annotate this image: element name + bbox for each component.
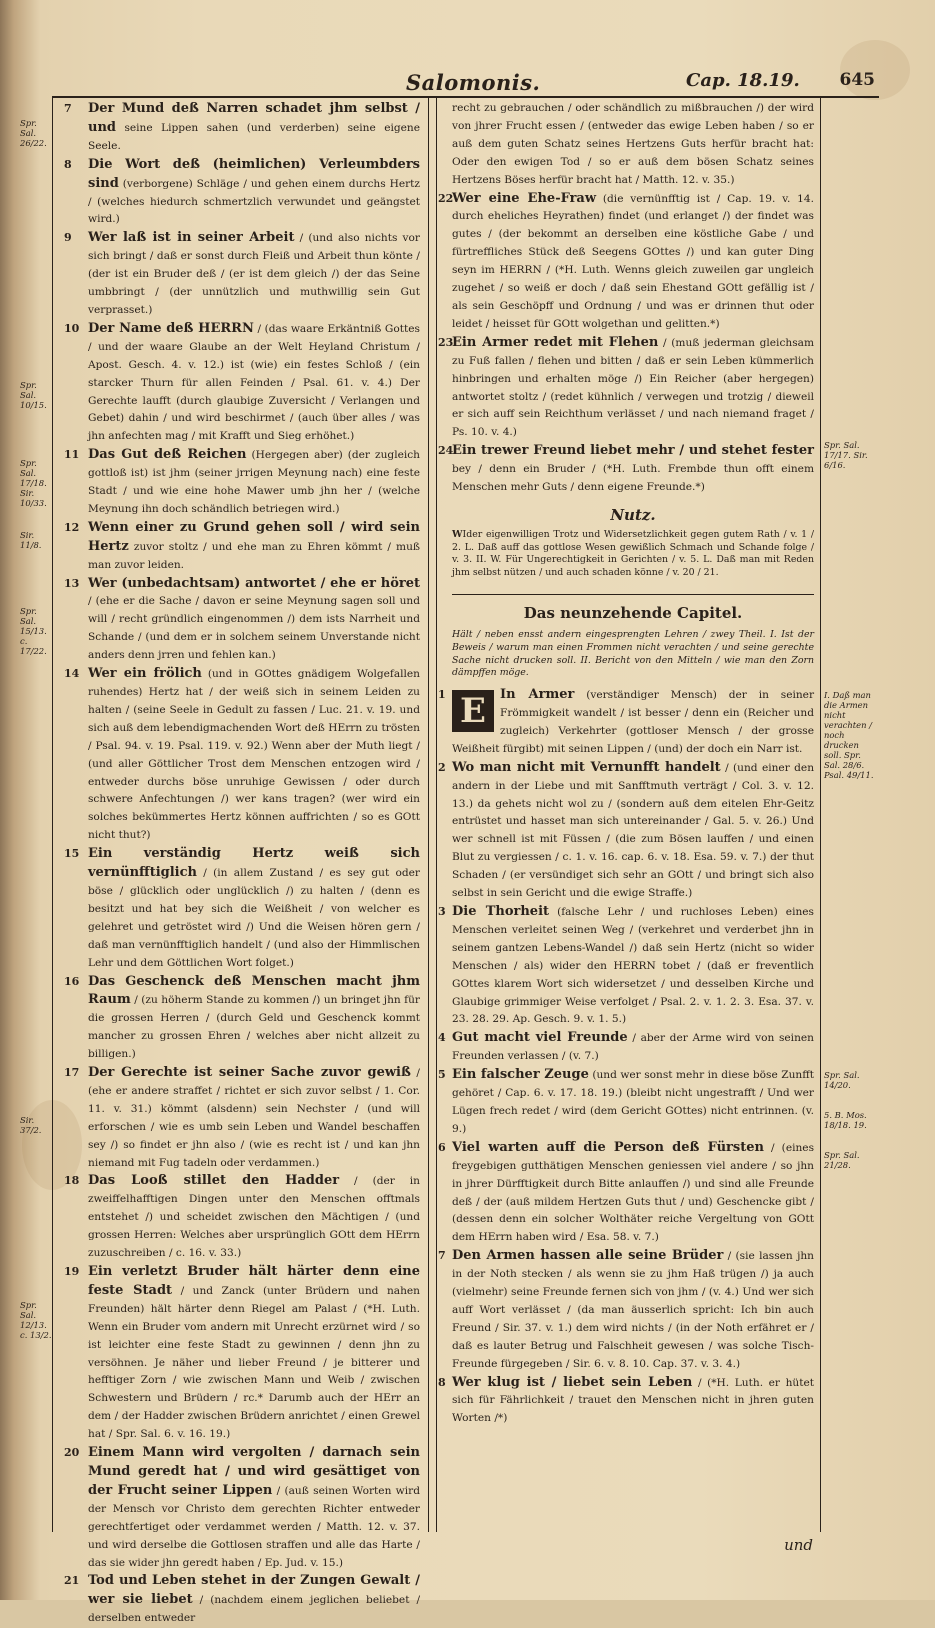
verse-lead: Den Armen hassen alle seine Brüder: [452, 1248, 724, 1264]
verse-lead: Das Geschenck deß Menschen macht jhm Raum: [88, 973, 420, 1008]
verse: [64, 446, 420, 519]
verse: [64, 320, 420, 446]
left-text-column: [64, 100, 421, 1628]
verse-number: 18: [64, 1174, 80, 1188]
verse: [64, 100, 421, 156]
verse-text: / (der in zweiffelhafftigen Dingen unter den Menschen offtmals entstehet /) und scheidet zwischen den Mächtigen / (und grossen Herren: Welches aber ursprünglich GOtt dem HErrn zuzuschreiben / c. 16. v. 33.): [88, 1175, 420, 1260]
verse: [438, 1247, 814, 1373]
margin-note: Spr. Sal. 12/13. c. 13/2.: [20, 1300, 52, 1340]
verse-lead: Ein Armer redet mit Flehen: [452, 334, 659, 350]
verse-lead: Der Name deß HERRN: [88, 320, 254, 336]
verse-number: 2: [438, 760, 446, 774]
verse: [64, 973, 420, 1065]
margin-note: Spr. Sal. 17/18. Sir. 10/33.: [20, 458, 47, 508]
column-divider: [428, 96, 429, 1532]
verse-text: / (*H. Luth. er hütet sich für Fährlichkeit / trauet den Menschen nicht in jhren guten Worten /*): [452, 1376, 814, 1425]
verse-number: 7: [64, 102, 72, 115]
verse: [438, 1066, 815, 1139]
verse-text: / (in allem Zustand / es sey gut oder böse / glücklich oder unglücklich /) zu halten / (denn es besitzt und hat bey sich die Weißheit / von welcher es gelehret und getröstet wird /) Und die Weisen hören gern / daß man vernünfftiglich handelt / (und also der Himmlischen Lehr und dem Göttlichen Wort folget.): [88, 867, 420, 969]
verse: [438, 190, 814, 334]
verse-lead: Viel warten auff die Person deß Fürsten: [452, 1139, 764, 1155]
margin-note: Spr. Sal. 15/13. c. 17/22.: [20, 606, 47, 656]
verse-text: / (nachdem einem jeglichen beliebet / derselben entweder: [88, 1594, 421, 1625]
verse: [438, 686, 815, 759]
verse: [64, 1572, 421, 1628]
verse-number: 17: [64, 1066, 80, 1080]
verse-number: 22: [438, 191, 454, 205]
verse-lead: Wer klug ist / liebet sein Leben: [452, 1374, 693, 1390]
verse-lead: Tod und Leben stehet in der Zungen Gewalt / wer sie liebet: [88, 1573, 420, 1608]
verse: [64, 665, 420, 845]
running-title: Salomonis.: [406, 70, 541, 95]
verse-number: 7: [438, 1249, 446, 1263]
verse-number: 16: [64, 974, 80, 988]
margin-note: Sir. 37/2.: [20, 1115, 42, 1135]
verse-text: (verständiger Mensch) der in seiner Frömmigkeit wandelt / ist besser / denn ein (Reicher und zugleich) Verkehrter (gottloser Mensch / der grosse Weißheit fürgibt) mit seinen Lippen / (und) der doch ein Narr ist.: [452, 689, 815, 755]
verse-text: / aber der Arme wird von seinen Freunden verlassen / (v. 7.): [452, 1032, 814, 1063]
verse-number: 5: [438, 1068, 446, 1082]
verse-number: 12: [64, 520, 80, 534]
verse-number: 21: [64, 1574, 80, 1588]
margin-note: Spr. Sal. 26/22.: [20, 118, 47, 148]
verse-lead: Ein trewer Freund liebet mehr / und stehet fester: [452, 443, 814, 459]
verse: [64, 845, 420, 972]
verse: [438, 1139, 814, 1247]
verse-text: (verborgene) Schläge / und gehen einem durchs Hertz / (welches hiedurch schmertzlich verwundet und geängstet wird.): [88, 177, 420, 226]
verse-lead: Wenn einer zu Grund gehen soll / wird sein Hertz: [88, 519, 420, 554]
verse-text: / (auß seinen Worten wird der Mensch vor Christo dem gerechten Richter entweder gerechtfertiget oder verdammet werden / Matth. 12. v. 37. und wird derselbe die Gottlosen straffen und alle das Harte / das sie wider jhn geredt haben / Ep. Jud. v. 15.): [88, 1484, 420, 1569]
verse: [64, 575, 420, 666]
decorated-initial: E: [452, 690, 494, 732]
verse-continuation: recht zu gebrauchen / oder schändlich zu mißbrauchen /) der wird von jhrer Frucht essen / (entweder das ewige Leben haben / so er auß dem guten Schatz seines Hertzens Guts herfür bracht hat: Oder den ewigen Tod / so er auß dem bösen Schatz seines Hertzens Böses herfür bracht hat / Matth. 12. v. 35.): [452, 102, 814, 186]
verse-number: 19: [64, 1265, 80, 1278]
verse: [64, 1064, 420, 1172]
verse-lead: Der Gerechte ist seiner Sache zuvor gewiß: [88, 1065, 411, 1081]
verse-text: (Hergegen aber) (der zugleich gottloß ist) ist jhm (seiner jrrigen Meynung nach) eine feste Stadt / und wie eine hohe Mawer umb jhn her / (welche Meynung ihn doch schändlich betriegen wird.): [88, 449, 420, 515]
verse-text: / (und also nichts vor sich bringt / daß er sonst durch Fleiß und Arbeit thun könte / (der ist ein Bruder deß / (er ist dem gleich /) der das Seine umbbringt / (der unnützlich und muthwillig sein Gut verprasset.): [88, 232, 420, 316]
nutz-initial: W: [452, 528, 463, 540]
top-rule: [52, 96, 879, 98]
verse-text: / (eines freygebigen gutthätigen Menschen geniessen viel andere / so jhn in jhrer Dürfftigkeit durch Bitte anlauffen /) und sind alle Freunde deß / der (auß mildem Hertzen Guts thut / und) Geschencke gibt / (dessen denn ein solcher Wolthäter reiche Vergeltung von GOtt dem HErrn haben wird / Esa. 58. v. 7.): [452, 1141, 814, 1244]
verse: [438, 1374, 814, 1429]
margin-note: Spr. Sal. 17/17. Sir. 6/16.: [824, 440, 868, 470]
verse: [438, 1029, 814, 1066]
verse-text: seine Lippen sahen (und verderben) seine eigene Seele.: [88, 121, 421, 152]
nutz-text: Ider eigenwilligen Trotz und Widersetzlichkeit gegen gutem Rath / v. 1 / 2. L. Daß auff das gottlose Wesen gewißlich Schmach und Schande folge / v. 3. II. W. Für Ungerechtigkeit in Gerichten / v. 5. L. Daß man mit Reden jhm selbst nützen / und auch schaden könne / v. 20 / 21.: [452, 528, 814, 579]
margin-note: Spr. Sal. 21/28.: [824, 1150, 860, 1170]
nutz-heading: Nutz.: [610, 505, 656, 524]
verse-number: 8: [64, 157, 72, 171]
right-text-column: [438, 100, 815, 1428]
frame-line-left: [52, 96, 53, 1532]
verse-number: 15: [64, 847, 80, 861]
verse-number: 13: [64, 576, 80, 590]
margin-note: Spr. Sal. 10/15.: [20, 380, 47, 410]
verse-text: / und Zanck (unter Brüdern und nahen Freunden) hält härter denn Riegel am Palast / (*H. Luth. Wenn ein Bruder vom andern mit Unrecht erzürnet wird / so ist leichter eine feste Stadt zu gewinnen / denn jhn zu versöhnen. Je näher und lieber Freund / je bitterer und hefftiger Zorn / wie zwischen Mann und Weib / zwischen Schwestern und Brüdern / rc.* Darumb auch der HErr an dem / der Hadder zwischen Brüdern anrichtet / einen Grewel hat / Spr. Sal. 6. v. 16. 19.): [88, 1284, 420, 1441]
margin-note: Spr. Sal. 14/20.: [824, 1070, 860, 1090]
verse-lead: Ein falscher Zeuge: [452, 1067, 589, 1083]
verse-lead: Wer eine Ehe-Fraw: [452, 190, 597, 206]
verse-lead: Gut macht viel Freunde: [452, 1030, 628, 1046]
margin-note: I. Daß man die Armen nicht verachten / noch drucken soll. Spr. Sal. 28/6. Psal. 49/11.: [824, 690, 874, 780]
verse-text: / (muß jederman gleichsam zu Fuß fallen / flehen und bitten / daß er sein Leben kümmerlich hinbringen und erhalten möge /) Ein Reicher (aber hergegen) antwortet stoltz / (redet kühnlich / verwegen und trotzig / dieweil er sich auff sein Reichthum verlässet / und nach niemand fraget / Ps. 10. v. 4.): [452, 336, 814, 439]
verse-lead: Ein verletzt Bruder hält härter denn eine feste Stadt: [88, 1264, 420, 1298]
verse-number: 10: [64, 321, 80, 335]
verse-lead: In Armer: [500, 687, 575, 703]
verse-lead: Wer (unbedachtsam) antwortet / ehe er höret: [88, 575, 420, 591]
verse-lead: Wer laß ist in seiner Arbeit: [88, 230, 295, 246]
verse: [64, 1263, 420, 1444]
margin-note: 5. B. Mos. 18/18. 19.: [824, 1110, 867, 1130]
margin-note: Sir. 11/8.: [20, 530, 42, 550]
verse-lead: Die Wort deß (heimlichen) Verleumbders sind: [88, 156, 420, 191]
verse-number: 23: [438, 335, 454, 349]
verse-lead: Das Looß stillet den Hadder: [88, 1173, 340, 1189]
verse-text: (und in GOttes gnädigem Wolgefallen ruhendes) Hertz hat / der weiß sich in seinem Leiden zu halten / (seine Seele in Gedult zu fassen / Luc. 21. v. 19. und sich auß dem lebendigmachenden Wort deß HErrn zu trösten / Psal. 94. v. 19. Psal. 119. v. 92.) Wenn aber der Muth liegt / (und aller Göttlicher Trost dem Menschen entzogen wird / entweder durchs böse unruhige Gewissen / oder durch schwere Anfechtungen /) wer kans tragen? (wer wird ein solches bekümmertes Hertz können auffrichten / so es GOtt nicht thut?): [88, 668, 420, 842]
verse-lead: Einem Mann wird vergolten / darnach sein Mund geredt hat / und wird gesättiget von der Frucht seiner Lippen: [88, 1445, 420, 1498]
verse-number: 14: [64, 667, 80, 681]
verse-lead: Wo man nicht mit Vernunfft handelt: [452, 759, 721, 775]
verse-text: / (und einer den andern in der Liebe und mit Sanfftmuth verträgt / Col. 3. v. 12. 13.) da gehets nicht wol zu / (sondern auß dem eitelen Ehr-Geitz entrüstet und hasset man sich untereinander / Gal. 5. v. 26.) Und wer schnell ist mit Füssen / (die zum Bösen lauffen / und einen Blut zu vergiessen / c. 1. v. 16. cap. 6. v. 18. Esa. 59. v. 7.) der thut Schaden / (er versündiget sich sehr an GOtt / und bringt sich also selbst in sein Gericht und die ewige Straffe.): [452, 761, 815, 900]
verse-number: 3: [438, 905, 446, 918]
verse-number: 9: [64, 231, 72, 245]
verse-lead: Der Mund deß Narren schadet jhm selbst / und: [88, 101, 420, 135]
page-number: 645: [839, 70, 875, 90]
verse: [438, 442, 814, 497]
chapter-divider: [452, 594, 814, 595]
verse: [64, 156, 420, 230]
verse-number: 1: [438, 688, 446, 702]
verse-lead: Wer ein frölich: [88, 666, 202, 682]
verse-text: / (sie lassen jhn in der Noth stecken / als wenn sie zu jhm Haß trügen /) ja auch (vielmehr) seine Freunde fernen sich von jhm / (v. 4.) Und wer sich auff Wort verlässet / (da man äusserlich spricht: Ich bin auch Freund / Sir. 37. v. 1.) dem wird nichts / (in der Noth erfähret er / daß es lauter Betrug und Falschheit gewesen / was solche Tisch-Freunde fürgegeben / Sir. 6. v. 8. 10. Cap. 37. v. 3. 4.): [452, 1250, 814, 1370]
verse-lead: Ein verständig Hertz weiß sich vernünfftiglich: [88, 846, 420, 881]
verse-number: 4: [438, 1031, 446, 1045]
verse-lead: Die Thorheit: [452, 904, 550, 919]
page-header: [66, 70, 875, 96]
chapter-summary: Hält / neben ensst andern eingesprengten Lehren / zwey Theil. I. Ist der Beweis / warum man einen Frommen nicht verachten / und seine gerechte Sache nicht drucken soll. II. Bericht von den Mitteln / wie man den Zorn dämpffen möge.: [452, 628, 814, 679]
verse-number: 8: [438, 1375, 446, 1389]
verse-text: (und wer sonst mehr in diese böse Zunfft gehöret / Cap. 6. v. 17. 18. 19.) (bleibt nicht ungestrafft / Und wer Lügen frech redet / wird (dem Gericht GOttes) nicht entrinnen. (v. 9.): [452, 1069, 815, 1135]
verse-text: / (zu höherm Stande zu kommen /) un bringet jhn für die grossen Herren / (durch Geld und Geschenck kommt mancher zu grossen Ehren / welches aber nicht allzeit zu billigen.): [88, 994, 420, 1061]
verse-text: / (ehe er die Sache / davon er seine Meynung sagen soll und will / recht gründlich eingenommen /) dem ists Narrheit und Schande / (und dem er in solchem seinem Unverstande nicht anders denn jrren und fehlen kan.): [88, 595, 420, 662]
verse: [64, 1444, 420, 1572]
verse: [438, 903, 814, 1029]
catchword: und: [784, 1536, 813, 1554]
verse-number: 20: [64, 1446, 80, 1460]
verse-text: (falsche Lehr / und ruchloses Leben) eines Menschen verleitet seinen Weg / (verkehret und verderbet jhn in seinem gantzen Lebens-Wandel /) daß sein Hertz (nicht so wider Menschen / als) wider den HERRN tobet / (daß er freventlich GOttes klarem Wort sich widersetzet / und desselben Kirche und Glaubige grimmiger Weise verfolget / Psal. 2. v. 1. 2. 3. Esa. 37. v. 23. 28. 29. Ap. Gesch. 9. v. 1. 5.): [452, 906, 814, 1026]
chapter-reference: Cap. 18.19.: [686, 70, 800, 91]
verse-lead: Das Gut deß Reichen: [88, 447, 247, 463]
verse-text: / (das waare Erkäntniß Gottes / und der waare Glaube an der Welt Heyland Christum / Apost. Gesch. 4. v. 12.) ist (wie) ein festes Schloß / (ein starcker Thurn für allen Feinden / Psal. 61. v. 4.) Der Gerechte laufft (durch glaubige Zuversicht / Verlangen und Gebet) dahin / und wird beschirmet / (auch über alles / was jhn anfechten mag / mit Krafft und Sieg erhöhet.): [88, 322, 420, 443]
frame-line-right: [820, 96, 821, 1532]
verse: [438, 759, 815, 903]
verse-text: bey / denn ein Bruder / (*H. Luth. Frembde thun offt einem Menschen mehr Guts / denn eigene Freunde.*): [452, 463, 814, 494]
chapter-heading: Das neunzehende Capitel.: [523, 604, 743, 623]
verse: [64, 229, 420, 320]
verse-text: / (ehe er andere straffet / richtet er sich zuvor selbst / 1. Cor. 11. v. 31.) kömmt (alsdenn) sein Nechster / (und will erforschen / wie es umb sein Leben und Wandel beschaffen sey /) so findet er jhn also / (wie es recht ist / und kan jhn niemand mit Fug tadeln oder verdammen.): [88, 1067, 420, 1169]
verse-text: (die vernünfftig ist / Cap. 19. v. 14. durch eheliches Heyrathen) findet (und erlanget /) der findet was gutes / (der bekommt an derselben eine köstliche Gabe / und fürtreffliches Stück deß Seegens GOttes /) und kan guter Ding seyn im HERRN / (*H. Luth. Wenns gleich zuweilen gar ungleich zugehet / so weiß er doch / daß sein Ehestand GOtt gefällig ist / als sein Geschöpff und Ordnung / und was er drinnen thut oder leidet / heisset für GOtt wolgethan und gelitten.*): [452, 192, 814, 330]
nutz-paragraph: [452, 529, 814, 580]
column-divider: [436, 96, 437, 1532]
verse-number: 11: [64, 448, 80, 462]
verse-text: zuvor stoltz / und ehe man zu Ehren kömmt / muß man zuvor leiden.: [88, 540, 420, 571]
verse-number: 6: [438, 1140, 446, 1154]
verse: [438, 334, 814, 442]
verse: [64, 519, 420, 575]
verse: [64, 1172, 420, 1263]
verse-number: 24: [438, 444, 454, 458]
